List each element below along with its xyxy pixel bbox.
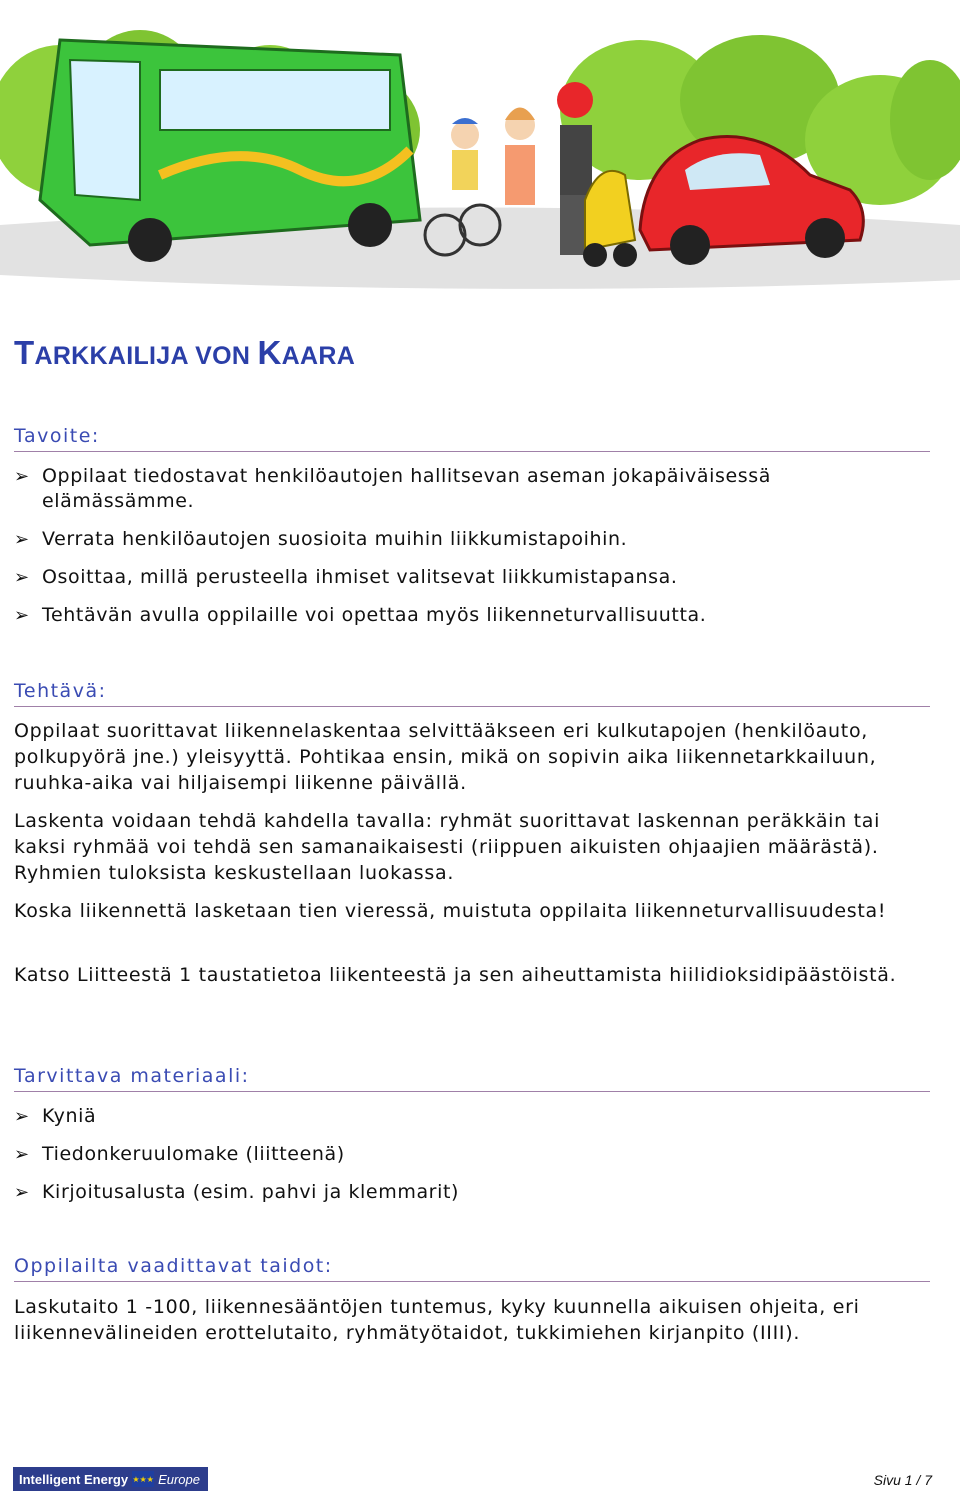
title-cap-1: T (14, 334, 35, 371)
list-item: ➢ Tiedonkeruulomake (liitteenä) (14, 1143, 345, 1165)
logo-europe: Europe (158, 1471, 200, 1487)
page-number: Sivu 1 / 7 (873, 1472, 932, 1488)
arrow-bullet-icon: ➢ (14, 1106, 30, 1127)
list-item: ➢ Kirjoitusalusta (esim. pahvi ja klemmarit) (14, 1181, 460, 1203)
list-item: ➢ Verrata henkilöautojen suosioita muihin liikkumistapoihin. (14, 528, 628, 550)
arrow-bullet-icon: ➢ (14, 605, 30, 626)
arrow-bullet-icon: ➢ (14, 567, 30, 588)
task-paragraph-4: Katso Liitteestä 1 taustatietoa liikenteestä ja sen aiheuttamista hiilidioksidipäästöistä. (14, 964, 897, 986)
eu-flag-icon: ★★★ (132, 1471, 154, 1487)
arrow-bullet-icon: ➢ (14, 529, 30, 550)
list-item: ➢ Kyniä (14, 1105, 97, 1127)
task-paragraph-2: Laskenta voidaan tehdä kahdella tavalla: ryhmät suorittavat laskennan peräkkäin tai kaksi ryhmää voi tehdä sen samanaikaisesti (riippuen aikuisten ohjaajien määrästä). Ryhmien tuloksista keskustellaan luokassa. (14, 810, 881, 884)
list-item: ➢ Tehtävän avulla oppilaille voi opettaa myös liikenneturvallisuutta. (14, 604, 707, 626)
goal-list (14, 464, 914, 628)
intelligent-energy-logo (13, 1467, 208, 1491)
task-paragraph-3: Koska liikennettä lasketaan tien vieressä, muistuta oppilaita liikenneturvallisuudesta! (14, 900, 887, 922)
title-cap-2: K (257, 334, 282, 371)
list-item: ➢ Osoittaa, millä perusteella ihmiset valitsevat liikkumistapansa. (14, 566, 678, 588)
task-paragraph-1: Oppilaat suorittavat liikennelaskentaa selvittääkseen eri kulkutapojen (henkilöauto, polkupyörä jne.) yleisyyttä. Pohtikaa ensin, mikä on sopivin aika liikennetarkkailuun, ruuhka-aika vai hiljaisempi liikenne päivällä. (14, 720, 877, 794)
header-illustration (0, 0, 960, 300)
arrow-bullet-icon: ➢ (14, 1182, 30, 1203)
materials-heading: Tarvittava materiaali: (14, 1065, 930, 1092)
bus-illustration (40, 40, 420, 262)
goal-heading: Tavoite: (14, 425, 930, 452)
list-item: ➢ Oppilaat tiedostavat henkilöautojen hallitsevan aseman jokapäiväisessä elämässämme. (14, 465, 772, 512)
page-title (14, 334, 355, 372)
title-rest-2: AARA (281, 342, 356, 370)
skills-heading: Oppilailta vaadittavat taidot: (14, 1255, 930, 1282)
arrow-bullet-icon: ➢ (14, 1144, 30, 1165)
materials-list (14, 1104, 914, 1205)
arrow-bullet-icon: ➢ (14, 466, 30, 487)
logo-text: Intelligent Energy (19, 1471, 129, 1487)
task-heading: Tehtävä: (14, 680, 930, 707)
skills-paragraph: Laskutaito 1 -100, liikennesääntöjen tuntemus, kyky kuunnella aikuisen ohjeita, eri liikennevälineiden erottelutaito, ryhmätyötaidot, tukkimiehen kirjanpito (IIII). (14, 1296, 860, 1344)
title-rest-1: ARKKAILIJA VON (34, 342, 258, 370)
